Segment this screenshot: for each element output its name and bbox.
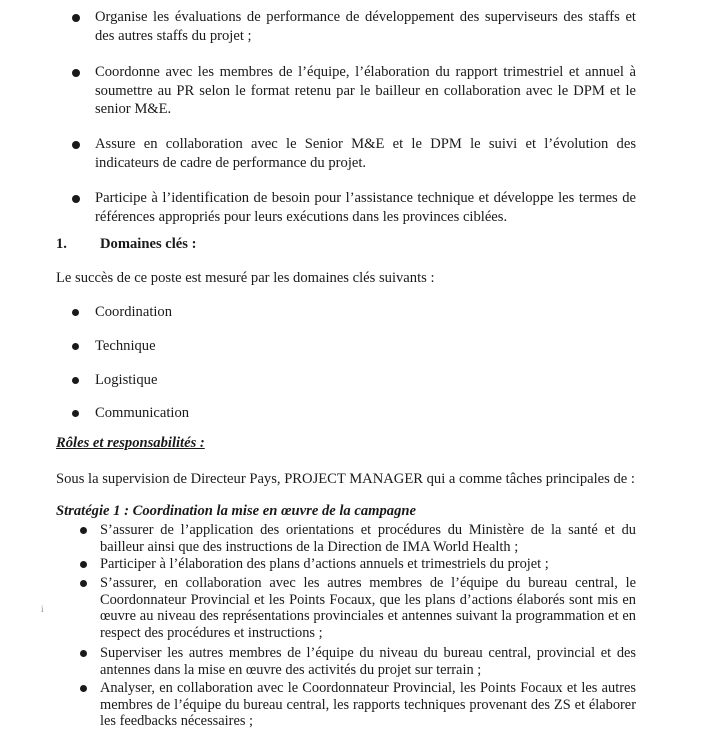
bullet-text: Participer à l’élaboration des plans d’actions annuels et trimestriels du projet ; <box>100 556 549 572</box>
roles-title: Rôles et responsabilités : <box>56 435 205 451</box>
roles-intro: Sous la supervision de Directeur Pays, PROJECT MANAGER qui a comme tâches principales de : <box>56 471 635 487</box>
bullet-icon <box>72 343 79 350</box>
bullet-text: Superviser les autres membres de l’équipe du niveau du bureau central, provincial et des antennes dans la mise en œuvre des activités du projet sur terrain ; <box>100 645 636 678</box>
bullet-icon <box>72 141 80 149</box>
strategy-title: Stratégie 1 : Coordination la mise en œuvre de la campagne <box>56 503 416 519</box>
bullet-icon <box>72 309 79 316</box>
bullet-icon <box>72 14 80 22</box>
bullet-text: Coordonne avec les membres de l’équipe, l’élaboration du rapport trimestriel et annuel à soumettre au PR selon le format retenu par le bailleur en collaboration avec le DPM et le senior M&E. <box>95 64 636 117</box>
bullet-text: S’assurer de l’application des orientations et procédures du Ministère de la santé et du bailleur ainsi que des instructions de la Direction de IMA World Health ; <box>100 522 636 555</box>
list-item-label: Technique <box>95 338 156 354</box>
bullet-icon <box>80 685 87 692</box>
bullet-icon <box>80 580 87 587</box>
bullet-icon <box>80 561 87 568</box>
bullet-icon <box>72 410 79 417</box>
section-title: Domaines clés : <box>100 236 197 252</box>
section-intro: Le succès de ce poste est mesuré par les domaines clés suivants : <box>56 270 435 286</box>
bullet-icon <box>72 195 80 203</box>
bullet-icon <box>72 377 79 384</box>
bullet-icon <box>72 69 80 77</box>
bullet-text: Assure en collaboration avec le Senior M&E et le DPM le suivi et l’évolution des indicateurs de cadre de performance du projet. <box>95 136 636 171</box>
list-item-label: Coordination <box>95 304 173 320</box>
margin-mark: i <box>41 604 44 614</box>
bullet-icon <box>80 527 87 534</box>
section-number: 1. <box>56 236 67 252</box>
list-item-label: Logistique <box>95 372 158 388</box>
bullet-text: Participe à l’identification de besoin pour l’assistance technique et développe les termes de références appropriés pour leurs exécutions dans les provinces ciblées. <box>95 190 636 225</box>
bullet-icon <box>80 650 87 657</box>
bullet-text: S’assurer, en collaboration avec les autres membres de l’équipe du bureau central, le Coordonnateur Provincial et les Points Focaux, que les plans d’actions élaborés sont mis en œuvre au niveau des représentations provinciales et antennes suivant la programmation et en respect des procédures et instructions ; <box>100 575 636 641</box>
list-item-label: Communication <box>95 405 190 421</box>
bullet-text: Organise les évaluations de performance de développement des superviseurs des staffs et des autres staffs du projet ; <box>95 9 636 44</box>
bullet-text: Analyser, en collaboration avec le Coordonnateur Provincial, les Points Focaux et les autres membres de l’équipe du bureau central, les rapports techniques provenant des ZS et élaborer les feedbacks nécessaires ; <box>100 680 636 730</box>
